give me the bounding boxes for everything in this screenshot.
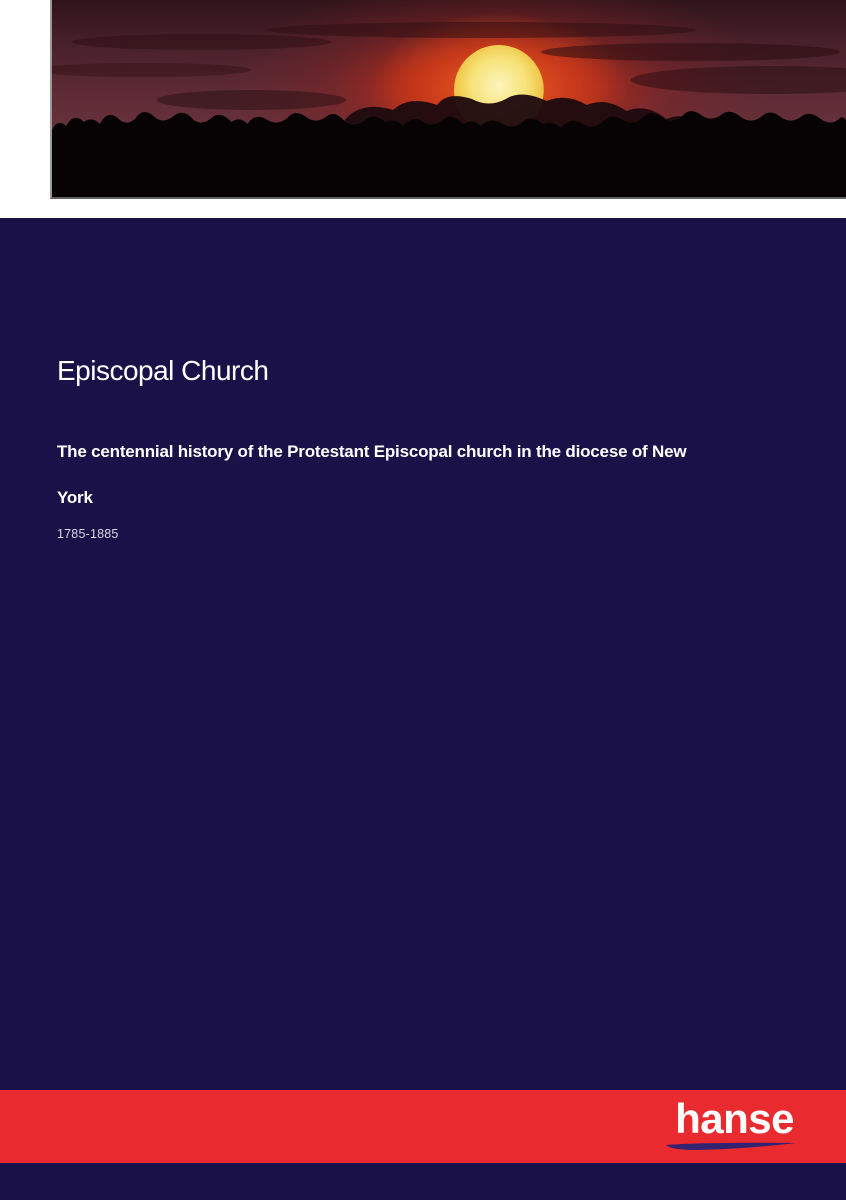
subtitle-years: 1785-1885 <box>57 527 119 541</box>
author-name: Episcopal Church <box>57 355 269 386</box>
title-line-2: York <box>57 488 93 507</box>
title-line-1: The centennial history of the Protestant Episcopal church in the diocese of New <box>57 442 687 461</box>
publisher-logo <box>665 1095 794 1152</box>
logo-swoosh-icon <box>665 1140 799 1152</box>
sunset-photo <box>50 0 846 199</box>
sunset-photo-art <box>52 0 846 197</box>
publisher-logo-text: hanse <box>675 1095 794 1142</box>
book-title <box>57 441 797 509</box>
publisher-band <box>0 1090 846 1163</box>
